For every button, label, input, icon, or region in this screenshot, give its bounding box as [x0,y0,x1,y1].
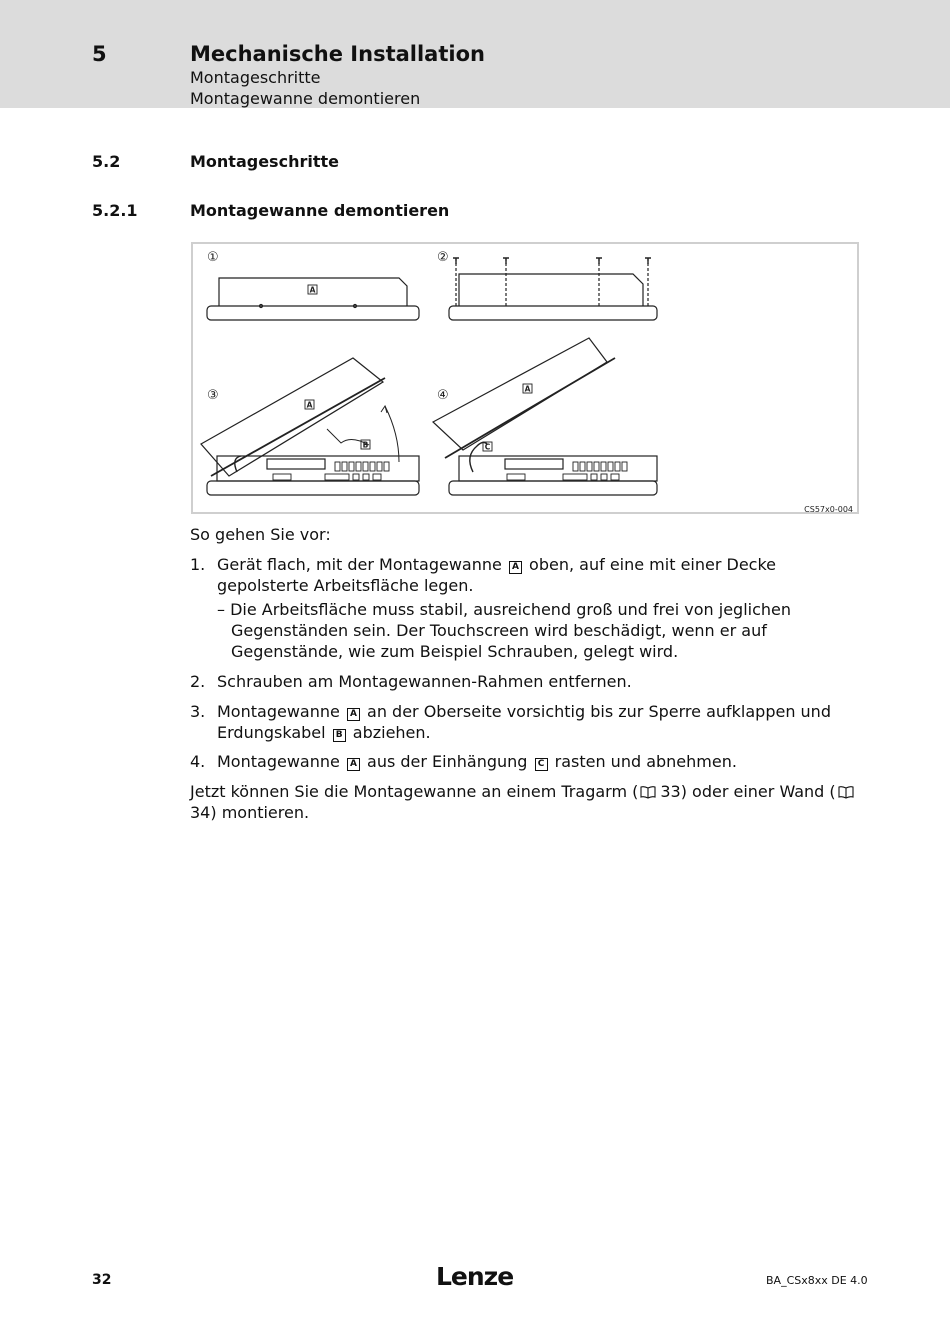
page-ref-link[interactable]: 33 [660,782,681,801]
step-4-text: Montagewanne A aus der Einhängung C rasten und abnehmen. [217,752,737,771]
panel-4-label-c: C [484,442,491,452]
panel-3-label-b: B [362,440,369,450]
label-b-marker: B [333,729,346,742]
header-subtitle-2: Montagewanne demontieren [190,89,421,108]
label-a-marker: A [347,708,360,721]
step-2-number: 2. [190,672,206,691]
step-4-number: 4. [190,752,206,771]
panel-3-tray-open [201,358,383,476]
page-ref-link[interactable]: 34 [190,803,211,822]
document-id: BA_CSx8xx DE 4.0 [766,1274,868,1287]
section-number: 5.2 [92,152,121,171]
figure-code: CS57x0-004 [804,505,853,514]
chapter-number: 5 [92,42,107,66]
section-title: Montageschritte [190,152,339,171]
label-a-marker: A [347,758,360,771]
step-3-label: ③ [207,388,219,403]
panel-2-device [449,306,657,320]
panel-4-tray-lifted [433,338,607,450]
step-4-label: ④ [437,388,449,403]
panel-1-label-a: A [309,285,316,295]
step-1-number: 1. [190,555,206,574]
chapter-title: Mechanische Installation [190,42,485,66]
page-number: 32 [92,1272,112,1288]
step-1-note: – Die Arbeitsfläche muss stabil, ausreichend groß und frei von jeglichen Gegenständen sein. Der Touchscreen wird beschädigt, wenn er auf Gegenstände, wie zum Beispiel Schrauben, gelegt wird. [217,600,792,661]
step-2-label: ② [437,250,449,265]
panel-1-device [207,306,419,320]
intro-text: So gehen Sie vor: [190,525,331,544]
book-icon [640,786,656,799]
step-3-number: 3. [190,702,206,721]
step-1-text: Gerät flach, mit der Montagewanne A oben, auf eine mit einer Decke gepolsterte Arbeitsfläche legen. [217,555,776,595]
step-1-label: ① [207,250,219,265]
mounting-diagram [193,244,861,516]
panel-3-label-a: A [306,400,313,410]
mounting-figure [191,242,859,514]
header-subtitle: Montageschritte [190,68,321,87]
subsection-number: 5.2.1 [92,201,138,220]
book-icon [838,786,854,799]
closing-text: Jetzt können Sie die Montagewanne an einem Tragarm ( 33) oder einer Wand (34) montieren. [190,781,862,823]
step-2-text: Schrauben am Montagewannen-Rahmen entfernen. [217,672,632,691]
lenze-logo: Lenze [436,1262,514,1291]
label-a-marker: A [509,561,522,574]
panel-4-device [449,481,657,495]
panel-3-device [207,481,419,495]
label-c-marker: C [535,758,548,771]
subsection-title: Montagewanne demontieren [190,201,450,220]
panel-4-label-a: A [524,384,531,394]
step-3-text: Montagewanne A an der Oberseite vorsichtig bis zur Sperre aufklappen und Erdungskabel B abziehen. [217,702,831,742]
screws [453,258,651,264]
panel-2-tray [459,274,643,306]
